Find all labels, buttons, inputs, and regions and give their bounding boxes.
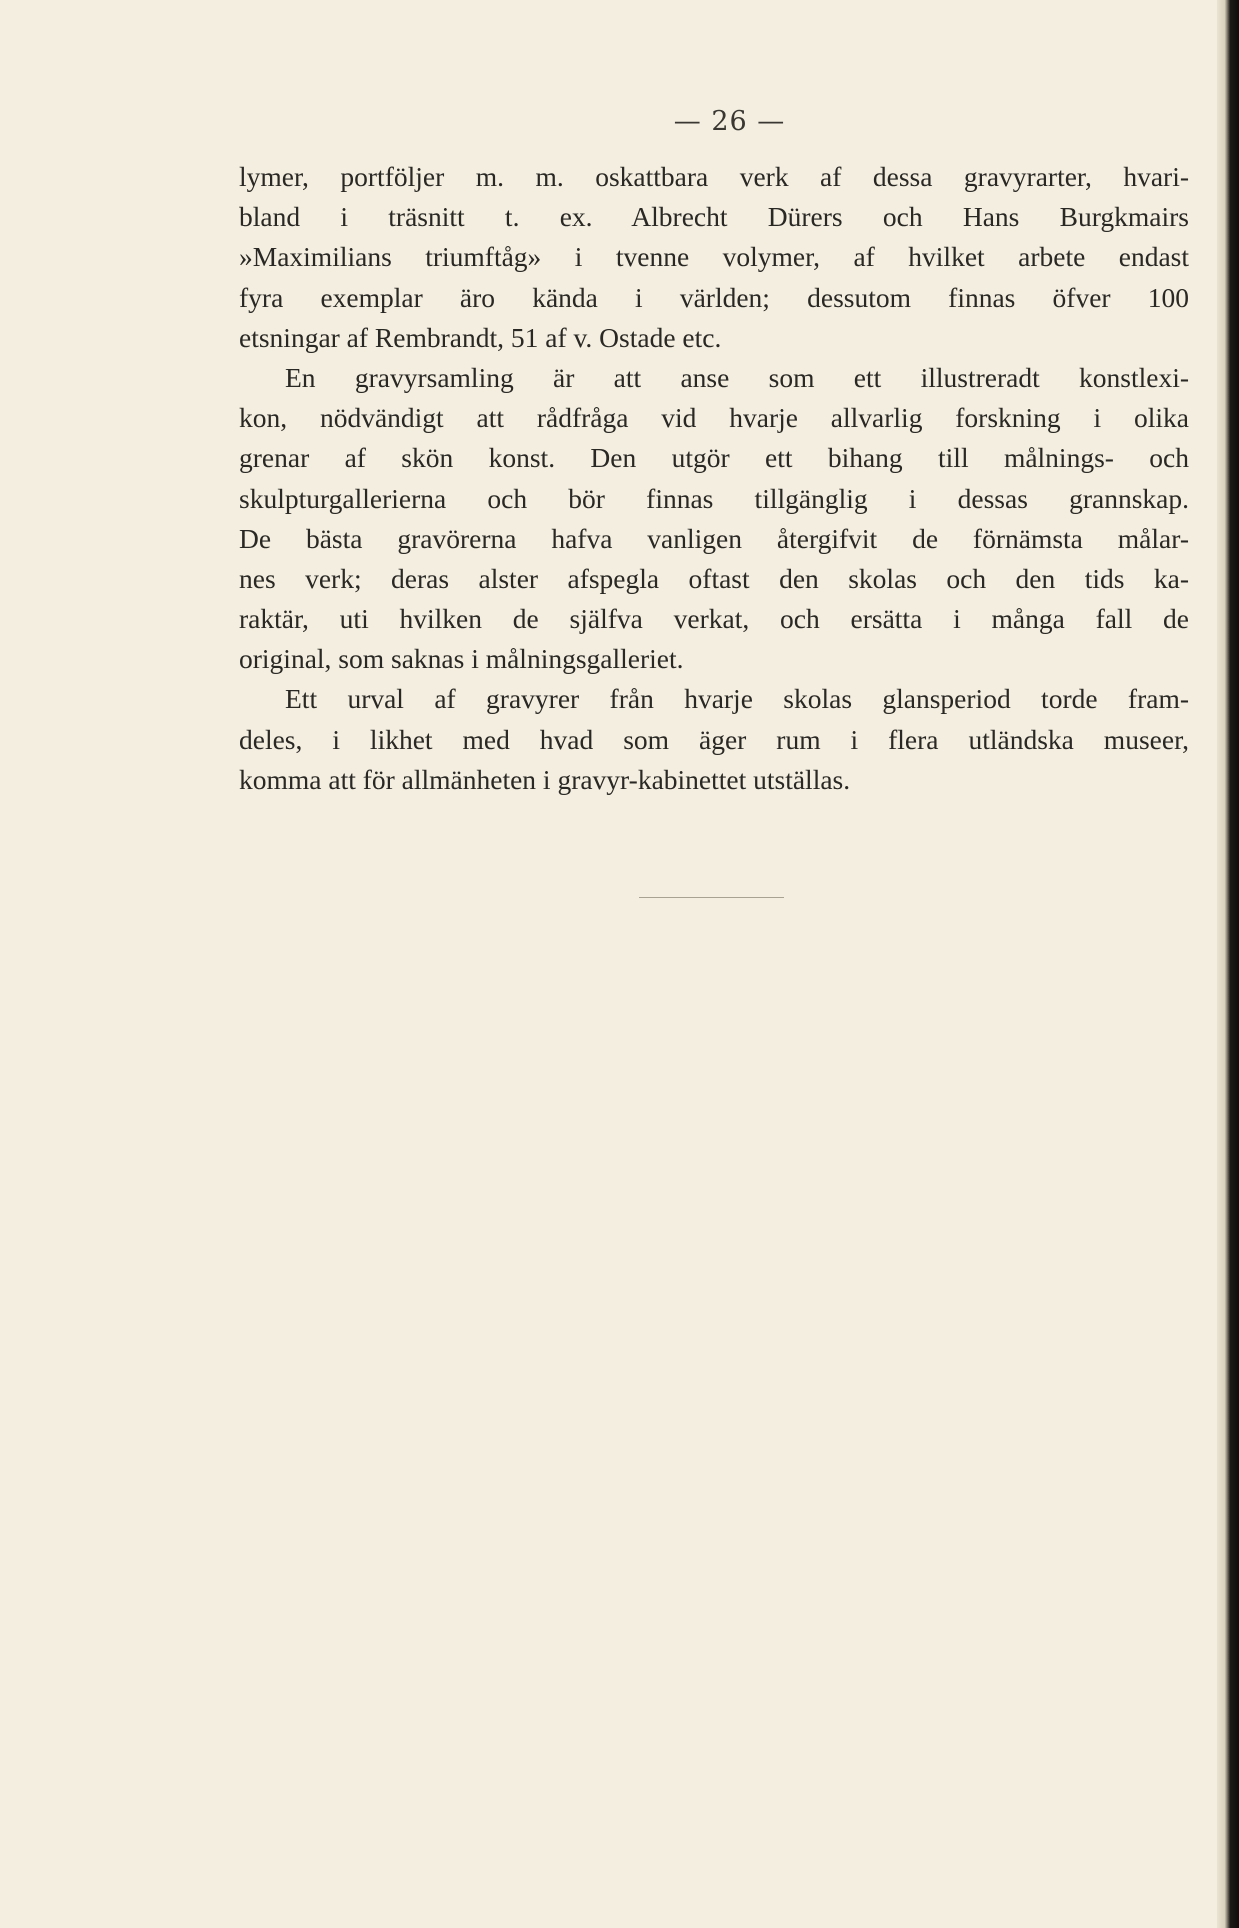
- text-line: raktär, uti hvilken de själfva verkat, och ersätta i många fall de: [239, 603, 1189, 635]
- text-line: deles, i likhet med hvad som äger rum i flera utländska museer,: [239, 723, 1189, 755]
- text-line: bland i träsnitt t. ex. Albrecht Dürers och Hans Burgkmairs: [239, 201, 1189, 233]
- text-line: »Maximilians triumftåg» i tvenne volymer, af hvilket arbete endast: [239, 241, 1189, 273]
- text-line: Ett urval af gravyrer från hvarje skolas glansperiod torde fram-: [285, 683, 1189, 715]
- text-line: original, som saknas i målningsgalleriet.: [239, 643, 684, 675]
- end-rule: [639, 897, 784, 898]
- page-edge: [1217, 0, 1239, 1928]
- body-text: [239, 157, 1189, 800]
- text-line: lymer, portföljer m. m. oskattbara verk af dessa gravyrarter, hvari-: [239, 161, 1189, 192]
- text-line: En gravyrsamling är att anse som ett illustreradt konstlexi-: [285, 361, 1189, 393]
- text-line: nes verk; deras alster afspegla oftast den skolas och den tids ka-: [239, 562, 1189, 594]
- page-number: — 26 —: [673, 106, 786, 137]
- text-line: kon, nödvändigt att rådfråga vid hvarje allvarlig forskning i olika: [239, 402, 1189, 434]
- text-line: fyra exemplar äro kända i världen; dessutom finnas öfver 100: [239, 281, 1189, 313]
- text-line: skulpturgallerierna och bör finnas tillgänglig i dessas grannskap.: [239, 482, 1189, 514]
- text-line: grenar af skön konst. Den utgör ett bihang till målnings- och: [239, 442, 1189, 474]
- text-line: komma att för allmänheten i gravyr-kabinettet utställas.: [239, 763, 851, 795]
- text-line: De bästa gravörerna hafva vanligen återgifvit de förnämsta målar-: [239, 522, 1189, 554]
- text-line: etsningar af Rembrandt, 51 af v. Ostade etc.: [239, 321, 722, 353]
